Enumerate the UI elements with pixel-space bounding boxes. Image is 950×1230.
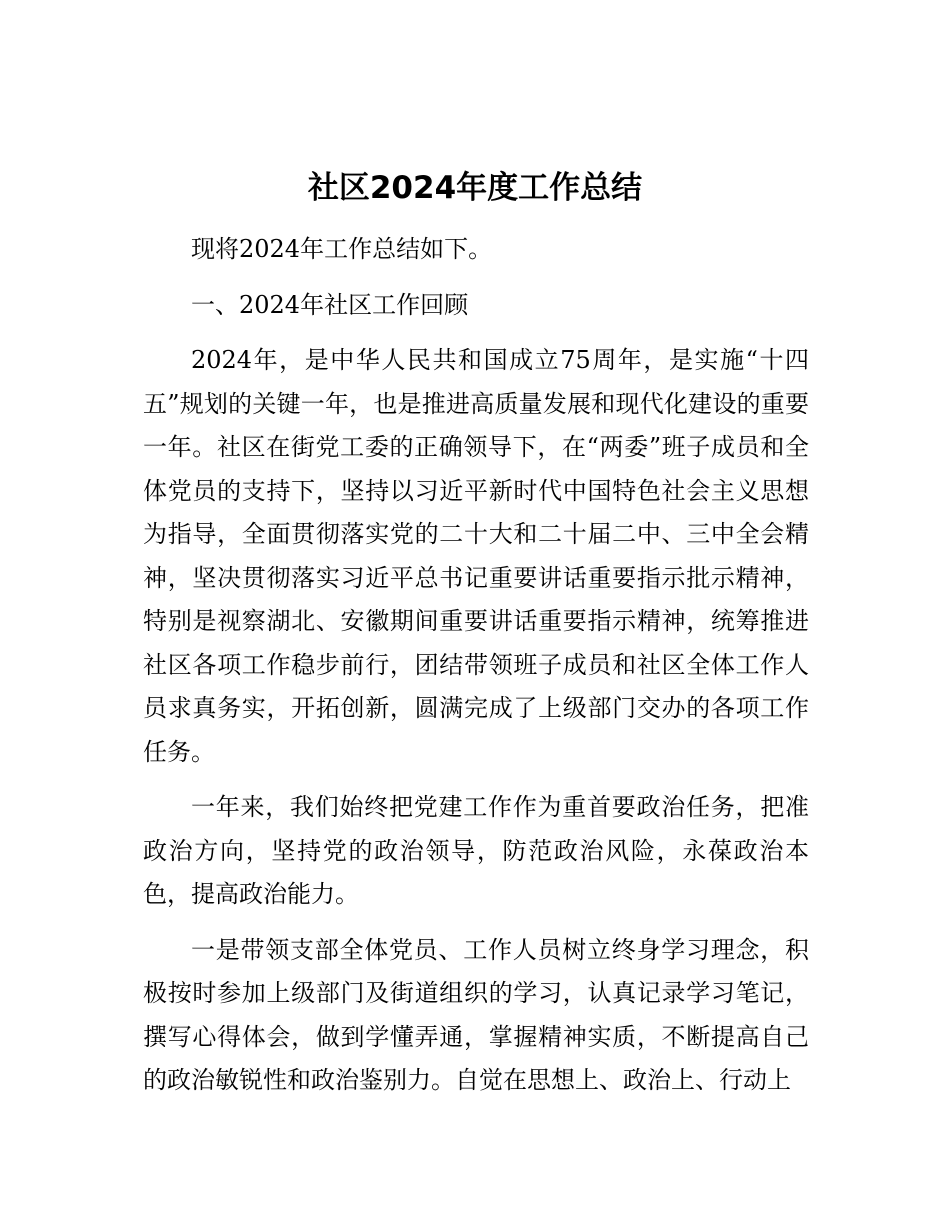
document-title: 社区2024年度工作总结 (307, 170, 643, 206)
paragraph-overview: 2024年，是中华人民共和国成立75周年，是实施“十四五”规划的关键一年，也是推进高质量发展和现代化建设的重要一年。社区在街党工委的正确领导下，在“两委”班子成员和全体党员的支持下，坚持以习近平新时代中国特色社会主义思想为指导，全面贯彻落实党的二十大和二十届二中、三中全会精神，坚决贯彻落实习近平总书记重要讲话重要指示批示精神，特别是视察湖北、安徽期间重要讲话重要指示精神，统筹推进社区各项工作稳步前行，团结带领班子成员和社区全体工作人员求真务实，开拓创新，圆满完成了上级部门交办的各项工作任务。 (143, 346, 809, 766)
document-body (143, 228, 809, 1103)
section-heading-review: 一、2024年社区工作回顾 (191, 290, 469, 319)
paragraph-party-building: 一年来，我们始终把党建工作作为重首要政治任务，把准政治方向，坚持党的政治领导，防范政治风险，永葆政治本色，提高政治能力。 (143, 793, 809, 908)
paragraph-study: 一是带领支部全体党员、工作人员树立终身学习理念，积极按时参加上级部门及街道组织的学习，认真记录学习笔记，撰写心得体会，做到学懂弄通，掌握精神实质，不断提高自己的政治敏锐性和政治鉴别力。自觉在思想上、政治上、行动上 (143, 935, 809, 1094)
paragraph-intro: 现将2024年工作总结如下。 (191, 235, 493, 263)
